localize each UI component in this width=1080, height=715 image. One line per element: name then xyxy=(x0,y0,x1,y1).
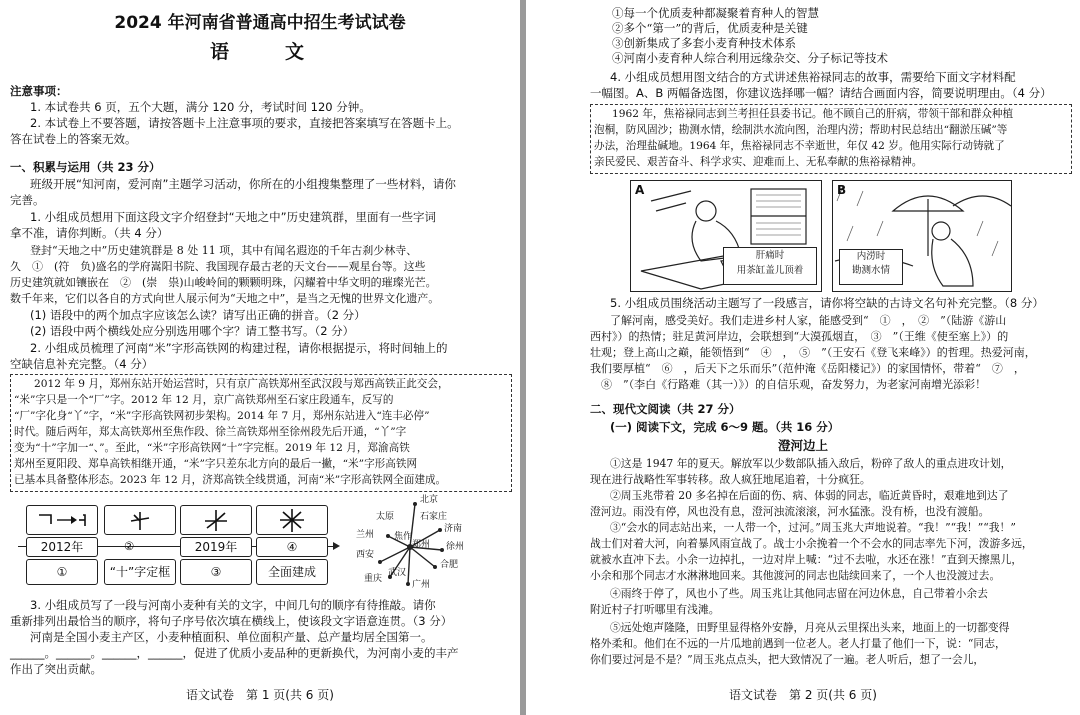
map-city: 济南 xyxy=(444,524,463,534)
timeline-stage: 全面建成 xyxy=(256,559,328,585)
notice-line: 答在试卷上的答案无效。 xyxy=(10,132,137,146)
q2-passage-line: 2012 年 9 月，郑州东站开始运营时，只有京广高铁郑州至武汉段与郑西高铁正此交会， xyxy=(34,378,449,390)
q3-line: 重新排列出最恰当的顺序，将句子序号依次填在横线上，使该段文字语意连贯。（3 分） xyxy=(10,614,453,628)
map-city: 重庆 xyxy=(364,574,383,584)
glyph-shi-icon xyxy=(181,506,251,534)
picture-b-caption-box xyxy=(839,249,903,285)
map-city: 广州 xyxy=(412,580,431,590)
timeline-year: 2019年 xyxy=(180,537,252,557)
exam-title: 2024 年河南省普通高中招生考试试卷 xyxy=(114,13,406,33)
q4-passage-line: 办法，治理盐碱地。1964 年，焦裕禄同志不幸逝世，年仅 42 岁。他用实际行动铸就了 xyxy=(594,140,1005,152)
map-city: 西安 xyxy=(356,550,375,560)
glyph-box-shi xyxy=(180,505,252,535)
story-line: 格外柔和。他们在不远的一片瓜地前遇到一位老人。老人打量了他们一下，说：“同志， xyxy=(590,637,1006,650)
glyph-mi-icon xyxy=(257,506,327,534)
q5-line: 西村》）的热情；驻足黄河岸边，会联想到“大漠孤烟直， ③ ”（王维《使至塞上》）的 xyxy=(590,330,1009,343)
rail-map xyxy=(350,492,470,592)
story-line: 附近村子打听哪里有浅滩。 xyxy=(590,603,720,616)
q3-line: 3. 小组成员写了一段与河南小麦种有关的文字，中间几句的顺序有待推敲。请你 xyxy=(30,598,436,612)
q1-passage-line: 数千年来，它们以各自的方式向世人展示何为“天地之中”，是当之无愧的世界文化遗产。 xyxy=(10,292,440,305)
story-line: 你们要过河是不是？”周玉兆点点头，把大致情况了一遍。老人听后，想了一会儿， xyxy=(590,653,985,666)
q3-option: ①每一个优质麦种都凝聚着育种人的智慧 xyxy=(612,6,819,20)
story-line: ④雨终于停了，风也小了些。周玉兆让其他同志留在河边休息，自己带着小余去 xyxy=(610,587,988,600)
picture-a-caption: 肝痛时 xyxy=(755,250,785,261)
q3-option: ③创新集成了多套小麦育种技术体系 xyxy=(612,36,796,50)
map-city: 合肥 xyxy=(440,560,459,570)
intro-line: 完善。 xyxy=(10,193,45,207)
story-line: 澄河边。雨没有停，风也没有息，澄河浊流滚滚，河水猛涨。没有桥，也没有渡船。 xyxy=(590,505,990,518)
picture-a-caption-box xyxy=(723,247,817,285)
picture-b-caption: 勘测水情 xyxy=(851,265,890,276)
q4-passage-line: 1962 年，焦裕禄同志到兰考担任县委书记。他不顾自己的肝病，带领干部和群众种植 xyxy=(612,108,1014,120)
q1-subquestion: (1) 语段中的两个加点字应该怎么读？请写出正确的拼音。（2 分） xyxy=(30,308,366,322)
picture-a-label: A xyxy=(635,183,645,197)
picture-a-caption: 用茶缸盖儿顶着 xyxy=(736,265,804,276)
map-city: 郑州 xyxy=(412,540,431,550)
map-city: 兰州 xyxy=(356,530,375,540)
timeline-stage: ③ xyxy=(180,559,252,585)
notice-line: 2. 本试卷上不要答题，请按答题卡上注意事项的要求，直接把答案填写在答题卡上。 xyxy=(30,116,459,130)
page-footer: 语文试卷 第 1 页(共 6 页) xyxy=(186,688,334,702)
timeline-blank-2: ② xyxy=(124,539,135,553)
q3-line: 河南是全国小麦主产区，小麦种植面积、单位面积产量、总产量均居全国第一。 xyxy=(30,630,433,644)
notice-heading: 注意事项： xyxy=(10,84,68,98)
timeline-year: 2012年 xyxy=(26,537,98,557)
q4-line: 一幅图。A、B 两幅备选图，你建议选择哪一幅？请结合画面内容，简要说明理由。（4 分） xyxy=(590,86,1052,100)
glyph-box-mi xyxy=(256,505,328,535)
subject-title: 语 文 xyxy=(209,41,310,63)
story-line: ①这是 1947 年的夏天。解放军以少数部队插入敌后，粉碎了敌人的重点进攻计划， xyxy=(610,457,1012,470)
q2-line: 空缺信息补充完整。（4 分） xyxy=(10,357,154,371)
picture-b-caption: 内涝时 xyxy=(856,251,886,262)
q1-line: 1. 小组成员想用下面这段文字介绍登封“天地之中”历史建筑群，里面有一些字词 xyxy=(30,210,437,224)
picture-b xyxy=(832,180,1012,292)
q1-passage-line: 历史建筑就如镶嵌在 ② (崇 祟)山峻岭间的颗颗明珠，闪耀着中华文明的璀璨光芒。 xyxy=(10,276,437,289)
q1-line: 拿不准，请你判断。（共 4 分） xyxy=(10,226,169,240)
story-title: 澄河边上 xyxy=(777,438,828,453)
map-city: 太原 xyxy=(376,512,395,522)
intro-line: 班级开展“知河南，爱河南”主题学习活动，你所在的小组搜集整理了一些材料，请你 xyxy=(30,177,456,191)
exam-page-1 xyxy=(0,0,520,715)
timeline-stage: ① xyxy=(26,559,98,585)
q1-subquestion: (2) 语段中两个横线处应分别选用哪个字？请工整书写。（2 分） xyxy=(30,324,355,338)
map-city: 武汉 xyxy=(388,568,407,578)
q2-passage-line: 已基本具备整体形态。2023 年 12 月，济郑高铁全线贯通，河南“米”字形高铁网全面建成。 xyxy=(14,474,447,486)
glyph-ya-icon xyxy=(105,506,175,534)
glyph-chang-icon xyxy=(27,506,97,534)
q2-line: 2. 小组成员梳理了河南“米”字形高铁网的构建过程，请你根据提示，将时间轴上的 xyxy=(30,341,448,355)
q3-option: ②多个“第一”的背后，优质麦种是关键 xyxy=(612,21,808,35)
timeline-stage: “十”字定框 xyxy=(104,559,176,585)
q5-line: 我们要厚植“ ⑥ ，后天下之乐而乐”（范仲淹《岳阳楼记》）的家国情怀，带着“ ⑦ ， xyxy=(590,362,1025,375)
q5-line: ⑧ ”（李白《行路难（其一）》）的自信乐观，奋发努力，为老家河南增光添彩！ xyxy=(590,378,987,391)
q4-passage-line: 亲民爱民、艰苦奋斗、科学求实、迎难而上、无私奉献的焦裕禄精神。 xyxy=(594,156,923,168)
glyph-box-ya xyxy=(104,505,176,535)
q4-line: 4. 小组成员想用图文结合的方式讲述焦裕禄同志的故事，需要给下面文字材料配 xyxy=(610,70,1016,84)
picture-a xyxy=(630,180,822,292)
q5-line: 壮观；登上高山之巅，能领悟到“ ④ ， ⑤ ”（王安石《登飞来峰》）的哲理。热爱河南， xyxy=(590,346,1036,359)
story-line: 现在进行战略性军事转移。敌人疯狂地尾追着，十分疯狂。 xyxy=(590,473,871,486)
part1-heading: (一) 阅读下文，完成 6～9 题。（共 16 分） xyxy=(610,420,840,434)
exam-page-2 xyxy=(526,0,1080,715)
map-city: 徐州 xyxy=(446,542,465,552)
timeline-year: ④ xyxy=(256,537,328,557)
q2-passage-line: 时代。随后两年，郑太高铁郑州至焦作段、徐兰高铁郑州至徐州段先后开通，“丫”字 xyxy=(14,426,407,438)
q2-passage-line: 变为“十”字加一“、”。至此，“米”字形高铁网“十”字完框。2019 年 12 月，郑渝高铁 xyxy=(14,442,410,454)
q5-line: 了解河南，感受美好。我们走进乡村人家，能感受到“ ① ， ② ”（陆游《游山 xyxy=(610,314,1007,327)
story-line: 就被水直冲下去。小余一边掉扎，一边对岸上喊：“过不去啦，水还在涨！”直到天擦黑儿， xyxy=(590,553,1023,566)
story-line: 小余和那个同志才水淋淋地回来。其他渡河的同志也陆续回来了，一个人也没渡过去。 xyxy=(590,569,1001,582)
q3-option: ④河南小麦育种人综合利用远缘杂交、分子标记等技术 xyxy=(612,51,888,65)
page-footer: 语文试卷 第 2 页(共 6 页) xyxy=(729,688,877,702)
q2-passage-line: 郑州至夏阳段、郑阜高铁相继开通，“米”字只差东北方向的最后一撇，“米”字形高铁网 xyxy=(14,458,418,470)
map-city: 北京 xyxy=(420,495,439,505)
q3-line: 作出了突出贡献。 xyxy=(10,662,102,676)
glyph-box-chang xyxy=(26,505,98,535)
q1-passage-line: 登封“天地之中”历史建筑群是 8 处 11 项，其中有闻名遐迩的千年古刹少林寺、 xyxy=(30,244,418,257)
story-line: 战士们对着大河，向着暴风雨宣战了。战士小余挽着一个不会水的同志率先下河，泼游多远， xyxy=(590,537,1033,550)
story-line: ②周玉兆带着 20 多名掉在后面的伤、病、体弱的同志，临近黄昏时，艰难地到达了 xyxy=(610,489,1009,502)
section1-heading: 一、积累与运用（共 23 分） xyxy=(10,160,161,174)
q5-line: 5. 小组成员围绕活动主题写了一段感言，请你将空缺的古诗文名句补充完整。（8 分） xyxy=(610,296,1044,310)
picture-b-label: B xyxy=(837,183,847,197)
map-city: 石家庄 xyxy=(420,512,448,522)
section2-heading: 二、现代文阅读（共 27 分） xyxy=(590,402,741,416)
map-city: 焦作 xyxy=(394,532,413,542)
story-line: ⑤远处炮声隆隆，田野里显得格外安静，月亮从云里探出头来，地面上的一切都变得 xyxy=(610,621,1010,634)
story-line: ③“会水的同志站出来，一人带一个，过河。”周玉兆大声地说着。“我！”“我！”“我！” xyxy=(610,521,1016,534)
q1-passage-line: 久 ① (符 负)盛名的学府嵩阳书院、我国现存最古老的天文台——观星台等。这些 xyxy=(10,260,426,273)
q2-passage-line: “厂”字化身“丫”字，“米”字形高铁网初步架构。2014 年 7 月，郑州东站进入“连丰必停” xyxy=(14,410,430,422)
q3-line: ______。______。______，______，促进了优质小麦品种的更新换代，为河南小麦的丰产 xyxy=(10,646,459,660)
q2-passage-line: “米”字只是一个“厂”字。2012 年 12 月，京广高铁郑州至石家庄段通车，反写的 xyxy=(14,394,394,406)
q4-passage-line: 泡桐，防风固沙；勘测水情，绘制洪水流向图，治理内涝；帮助村民总结出“翻淤压碱”等 xyxy=(594,124,1008,136)
notice-line: 1. 本试卷共 6 页，五个大题，满分 120 分，考试时间 120 分钟。 xyxy=(30,100,371,114)
